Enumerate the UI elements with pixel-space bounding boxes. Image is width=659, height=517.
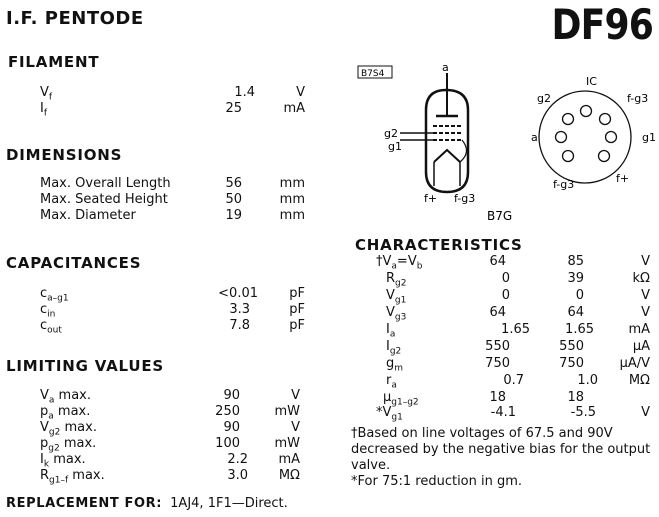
char-value-2: 85 [567,254,584,269]
char-value-1: 0 [501,271,510,286]
capacitance-unit: pF [289,318,305,333]
char-unit: µA/V [619,356,650,371]
char-value-1: 64 [489,254,506,269]
char-value-1: 750 [485,356,510,371]
dimension-value: 19 [225,208,242,223]
limit-unit: V [291,388,300,403]
replacement-line [6,496,288,511]
limit-label: $V_{g2}$ max. [40,420,97,438]
char-value-1: -4.1 [490,405,516,420]
char-label: $R_{g2}$ [386,271,407,289]
characteristics-note-reduction: *For 75:1 reduction in gm. [351,474,523,489]
dimension-unit: mm [279,176,305,191]
characteristics-note-bias: †Based on line voltages of 67.5 and 90V decreased by the negative bias for the output valve. [351,426,651,473]
limit-unit: mW [274,436,300,451]
limit-label: $V_a$ max. [40,388,92,406]
char-value-2: 18 [567,390,584,405]
char-unit: kΩ [632,271,650,286]
filament-value: 1.4 [234,85,255,100]
anode-label: a [442,61,449,74]
g2-label: g2 [384,127,398,140]
char-label: $r_a$ [386,373,397,391]
replacement-value: 1AJ4, 1F1—Direct. [170,496,288,511]
code-box-text: B7S4 [361,69,385,79]
tube-symbol [400,73,468,192]
char-value-1: 0.7 [503,373,524,388]
char-label: µ$_{g1-g2}$ [383,390,419,408]
char-value-2: 750 [559,356,584,371]
char-label: $*V_{g1}$ [376,405,403,423]
capacitance-unit: pF [289,302,305,317]
characteristics-heading: CHARACTERISTICS [355,236,523,254]
pin-f-plus-label: f+ [616,172,630,185]
char-label: $V_{g1}$ [386,288,407,306]
char-label: $I_a$ [386,322,396,340]
char-value-2: 39 [567,271,584,286]
limit-label: $p_a$ max. [40,404,91,422]
limit-unit: V [291,420,300,435]
limit-value: 2.2 [227,452,248,467]
filament-label-vf: $V_f$ [40,85,53,103]
dimension-label: Max. Overall Length [40,176,171,191]
char-value-2: 0 [575,288,584,303]
f-minus-g3-label: f-g3 [454,192,476,205]
filament-heading: FILAMENT [8,53,100,71]
dimension-unit: mm [279,208,305,223]
limit-label: $R_{g1-f}$ max. [40,468,105,486]
char-unit: V [641,288,650,303]
replacement-label: REPLACEMENT FOR: [6,496,163,511]
char-label: $I_{g2}$ [386,339,402,357]
char-unit: V [641,405,650,420]
limit-value: 90 [223,388,240,403]
char-unit: mA [628,322,650,337]
char-label: $V_{g3}$ [386,305,407,323]
pin-base [539,91,631,183]
char-value-2: 64 [567,305,584,320]
g1-label: g1 [388,140,402,153]
char-value-2: 550 [559,339,584,354]
pin-g2-label: g2 [537,92,551,105]
dimension-label: Max. Diameter [40,208,136,223]
f-plus-label: f+ [424,192,438,205]
char-value-1: 0 [501,288,510,303]
pin-ic-label: IC [586,75,597,88]
filament-label-if: $I_f$ [40,101,48,119]
limit-unit: MΩ [278,468,300,483]
limiting-heading: LIMITING VALUES [6,357,165,375]
tube-diagram [350,58,659,228]
pin-f-g3-top-label: f-g3 [627,92,649,105]
pin-g1-label: g1 [642,131,656,144]
capacitances-heading: CAPACITANCES [6,254,142,272]
capacitance-label: $c_{in}$ [40,302,56,320]
char-value-1: 1.65 [501,322,530,337]
limit-label: $I_k$ max. [40,452,86,470]
char-value-2: 1.0 [577,373,598,388]
char-unit: V [641,254,650,269]
filament-value: 25 [225,101,242,116]
tube-type-title: I.F. PENTODE [6,8,144,29]
pin-f-g3-bottom-label: f-g3 [553,178,575,191]
limit-label: $p_{g2}$ max. [40,436,97,454]
limit-value: 3.0 [227,468,248,483]
filament-unit: V [296,85,305,100]
char-value-1: 64 [489,305,506,320]
dimension-label: Max. Seated Height [40,192,168,207]
char-unit: V [641,305,650,320]
capacitance-label: $c_{out}$ [40,318,62,336]
char-unit: µA [632,339,650,354]
char-value-2: 1.65 [565,322,594,337]
capacitance-value: 3.3 [229,302,250,317]
char-value-1: 550 [485,339,510,354]
model-number: DF96 [551,0,653,49]
dimension-value: 56 [225,176,242,191]
dimension-value: 50 [225,192,242,207]
limit-value: 100 [215,436,240,451]
capacitance-value: 7.8 [229,318,250,333]
pin-a-label: a [531,131,538,144]
filament-unit: mA [283,101,305,116]
limit-value: 250 [215,404,240,419]
capacitance-label: $c_{a-g1}$ [40,286,69,304]
char-value-1: 18 [489,390,506,405]
limit-unit: mW [274,404,300,419]
char-unit: MΩ [628,373,650,388]
capacitance-unit: pF [289,286,305,301]
dimension-unit: mm [279,192,305,207]
capacitance-value: <0.01 [218,286,258,301]
char-label: $g_m$ [386,356,404,374]
limit-unit: mA [278,452,300,467]
char-label: $\dagger V_a=V_b$ [376,254,423,272]
dimensions-heading: DIMENSIONS [6,146,123,164]
char-value-2: -5.5 [570,405,596,420]
limit-value: 90 [223,420,240,435]
base-type-label: B7G [487,209,513,223]
